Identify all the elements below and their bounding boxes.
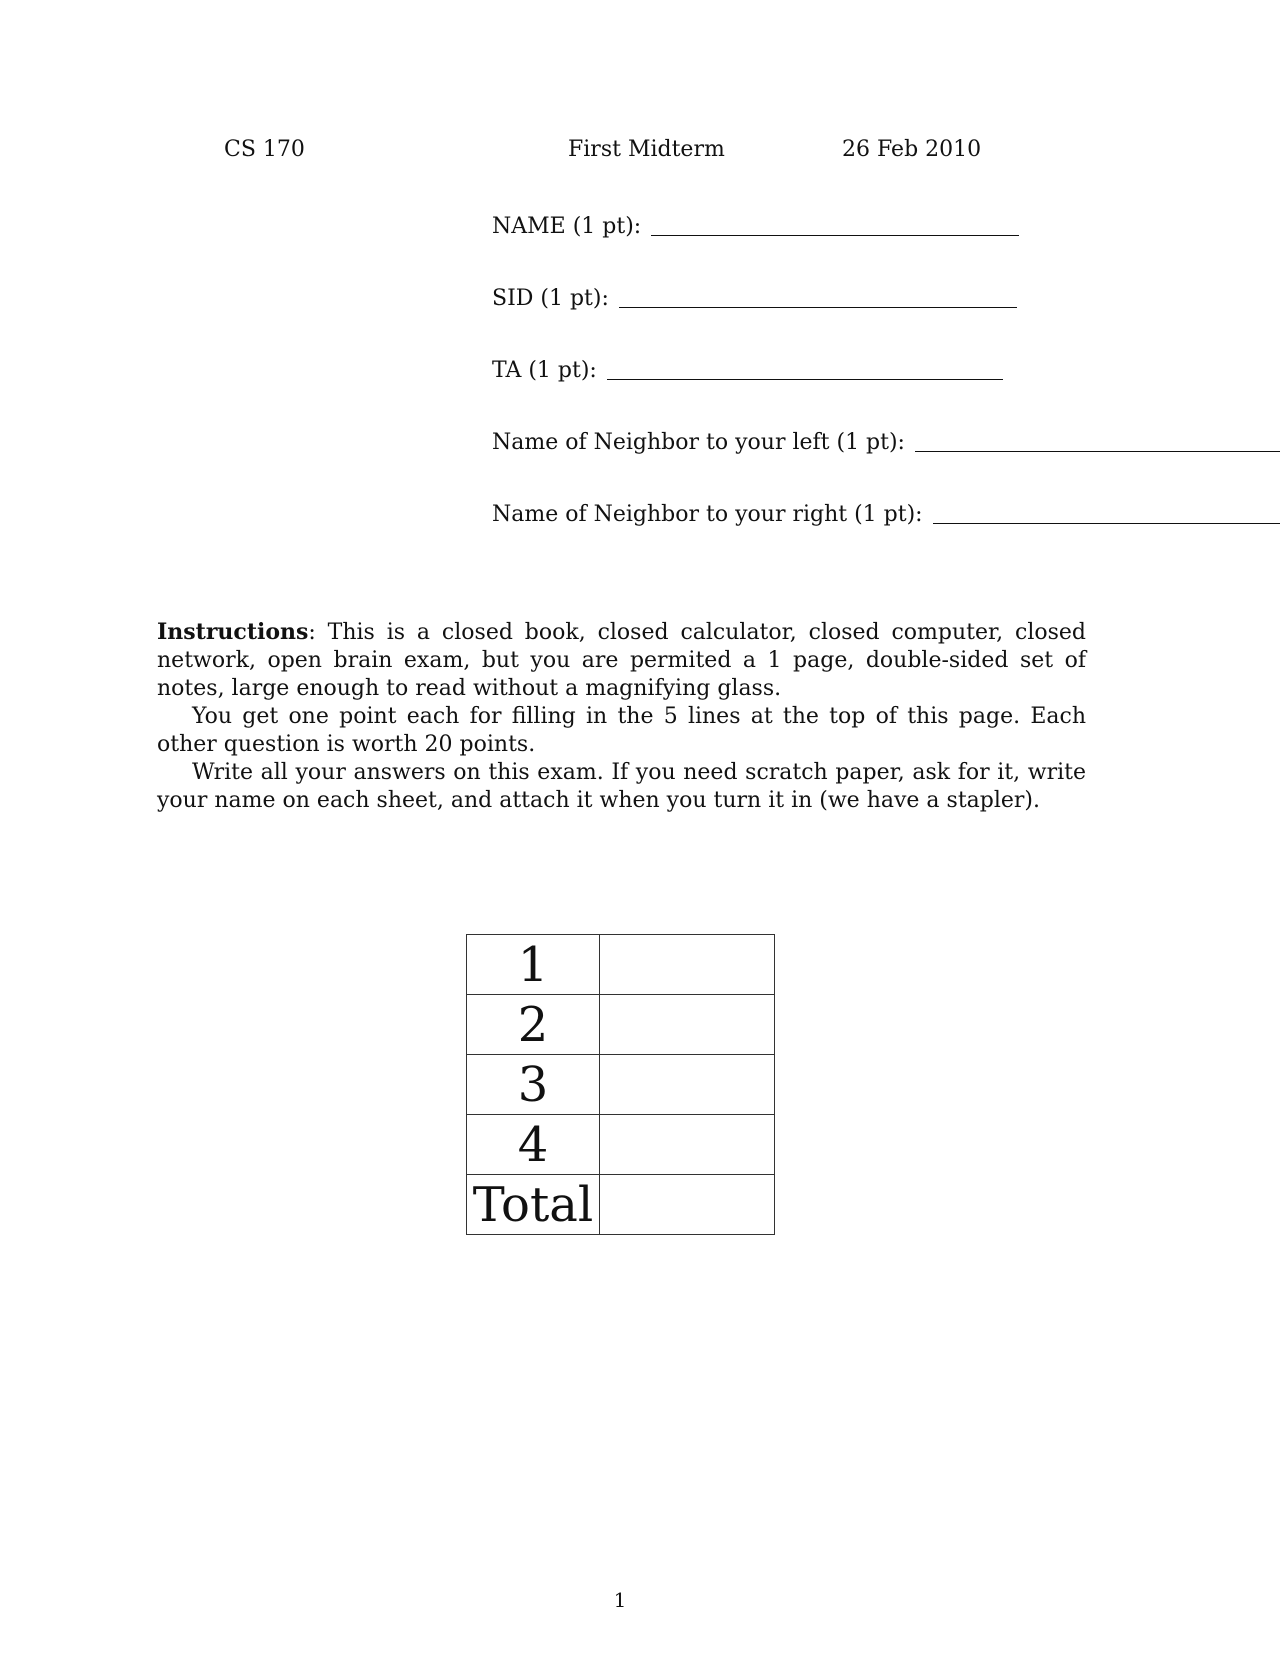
ta-field-blank[interactable] — [607, 378, 1003, 380]
instructions-paragraph-2: You get one point each for filling in the 5 lines at the top of this page. Each other question is worth 20 points. — [157, 704, 1086, 757]
left-neighbor-field-blank[interactable] — [915, 450, 1280, 452]
score-row-label-total: Total — [467, 1175, 600, 1235]
sid-field-label: SID (1 pt): — [492, 286, 609, 311]
left-neighbor-field-label: Name of Neighbor to your left (1 pt): — [492, 430, 905, 455]
score-row — [467, 995, 775, 1055]
score-row-label: 1 — [467, 935, 600, 995]
name-field-row — [492, 208, 1019, 242]
ta-field-row — [492, 352, 1003, 386]
score-row-label: 4 — [467, 1115, 600, 1175]
score-cell[interactable] — [600, 1055, 775, 1115]
left-neighbor-field-row — [492, 424, 1280, 458]
ta-field-label: TA (1 pt): — [492, 358, 597, 383]
right-neighbor-field-row — [492, 496, 1280, 530]
score-table — [466, 934, 775, 1235]
score-cell-total[interactable] — [600, 1175, 775, 1235]
instructions-paragraph-1 — [157, 618, 1086, 703]
score-row-label: 2 — [467, 995, 600, 1055]
instructions-paragraph-3: Write all your answers on this exam. If you need scratch paper, ask for it, write your name on each sheet, and attach it when you turn it in (we have a stapler). — [157, 760, 1086, 813]
sid-field-blank[interactable] — [619, 306, 1017, 308]
score-row-total — [467, 1175, 775, 1235]
name-field-blank[interactable] — [651, 234, 1019, 236]
score-row — [467, 1115, 775, 1175]
instructions-text-1: : This is a closed book, closed calculator, closed computer, closed network, open brain exam, but you are permited a 1 page, double-sided set of notes, large enough to read without a magnifying glass. — [157, 620, 1086, 701]
score-row — [467, 1055, 775, 1115]
score-cell[interactable] — [600, 995, 775, 1055]
score-cell[interactable] — [600, 935, 775, 995]
page-number: 1 — [613, 1588, 627, 1612]
right-neighbor-field-blank[interactable] — [933, 522, 1280, 524]
right-neighbor-field-label: Name of Neighbor to your right (1 pt): — [492, 502, 923, 527]
exam-date: 26 Feb 2010 — [842, 137, 982, 162]
course-code: CS 170 — [224, 137, 305, 162]
sid-field-row — [492, 280, 1017, 314]
name-field-label: NAME (1 pt): — [492, 214, 642, 239]
score-cell[interactable] — [600, 1115, 775, 1175]
exam-title: First Midterm — [568, 137, 725, 162]
instructions-lead: Instructions — [157, 619, 309, 645]
score-row — [467, 935, 775, 995]
score-row-label: 3 — [467, 1055, 600, 1115]
instructions-block — [157, 618, 1086, 815]
